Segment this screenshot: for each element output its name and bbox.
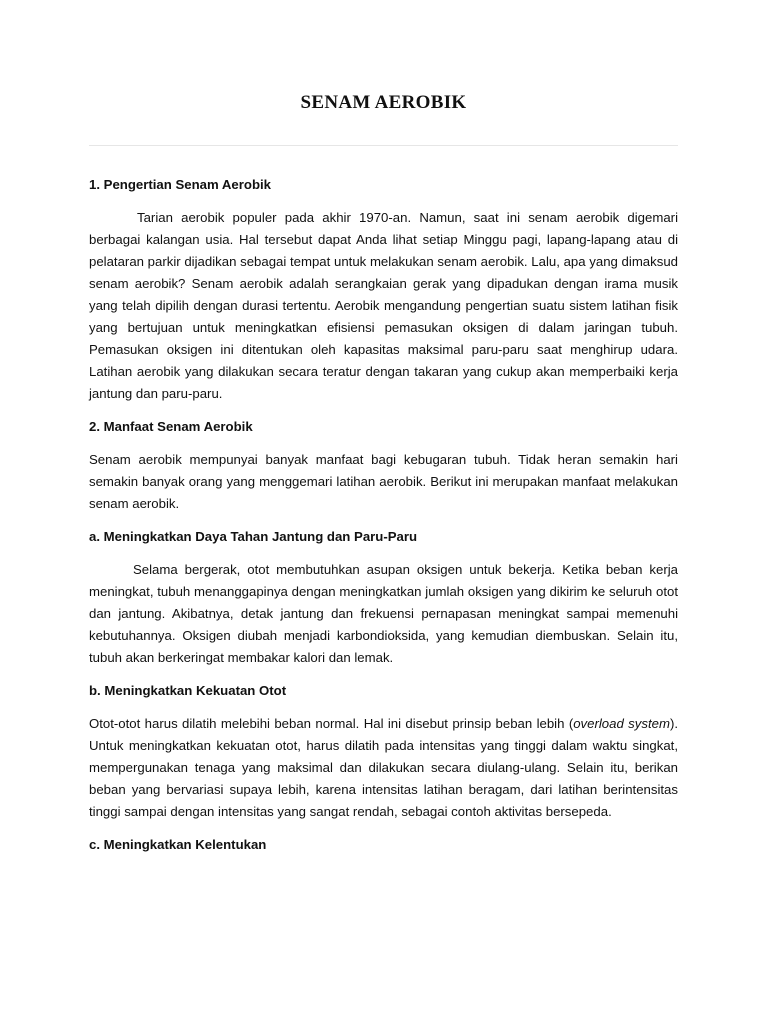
subheading-kekuatan-otot: b. Meningkatkan Kekuatan Otot xyxy=(89,683,287,698)
document-title: SENAM AEROBIK xyxy=(300,92,467,113)
paragraph-manfaat: Senam aerobik mempunyai banyak manfaat bagi kebugaran tubuh. Tidak heran semakin hari semakin banyak orang yang menggemari latihan aerobik. Berikut ini merupakan manfaat melakukan senam aerobik. xyxy=(89,452,678,511)
paragraph-pengertian: Tarian aerobik populer pada akhir 1970-an. Namun, saat ini senam aerobik digemari berbagai kalangan usia. Hal tersebut dapat Anda lihat setiap Minggu pagi, lapang-lapang atau di pelataran parkir dijadikan sebagai tempat untuk melakukan senam aerobik. Lalu, apa yang dimaksud senam aerobik? Senam aerobik adalah serangkaian gerak yang dipadukan dengan irama musik yang telah dipilih dengan durasi tertentu. Aerobik mengandung pengertian suatu sistem latihan fisik yang bertujuan untuk meningkatkan efisiensi pemasukan oksigen di dalam jaringan tubuh. Pemasukan oksigen ini ditentukan oleh kapasitas maksimal paru-paru saat menghirup udara. Latihan aerobik yang dilakukan secara teratur dengan takaran yang cukup akan memperbaiki kerja jantung dan paru-paru. xyxy=(89,210,678,401)
section-heading-pengertian: 1. Pengertian Senam Aerobik xyxy=(89,177,271,192)
document-page xyxy=(89,0,678,1024)
paragraph-kekuatan-otot xyxy=(89,713,678,823)
paragraph-kekuatan-otot-part-1: Otot-otot harus dilatih melebihi beban normal. Hal ini disebut prinsip beban lebih ( xyxy=(89,716,574,731)
section-heading-manfaat: 2. Manfaat Senam Aerobik xyxy=(89,419,253,434)
subheading-daya-tahan: a. Meningkatkan Daya Tahan Jantung dan Paru-Paru xyxy=(89,529,418,544)
paragraph-daya-tahan: Selama bergerak, otot membutuhkan asupan oksigen untuk bekerja. Ketika beban kerja meningkat, tubuh menanggapinya dengan meningkatkan jumlah oksigen yang dikirim ke seluruh otot dan jantung. Akibatnya, detak jantung dan frekuensi pernapasan meningkat sampai memenuhi kebutuhannya. Oksigen diubah menjadi karbondioksida, yang kemudian diembuskan. Selain itu, tubuh akan berkeringat membakar kalori dan lemak. xyxy=(89,562,678,665)
italic-term-overload-system: overload system xyxy=(573,716,670,731)
document-body xyxy=(89,174,678,867)
subheading-kelentukan: c. Meningkatkan Kelentukan xyxy=(89,837,267,852)
title-divider xyxy=(89,145,678,146)
paragraph-kekuatan-otot-part-2: ). Untuk meningkatkan kekuatan otot, harus dilatih pada intensitas yang tinggi dalam waktu singkat, mempergunakan tenaga yang maksimal dan dilakukan secara diulang-ulang. Selain itu, berikan beban yang bervariasi supaya lebih, karena intensitas latihan beragam, dari latihan berintensitas tinggi sampai dengan intensitas yang sangat rendah, sebagai contoh aktivitas bersepeda. xyxy=(89,716,679,819)
